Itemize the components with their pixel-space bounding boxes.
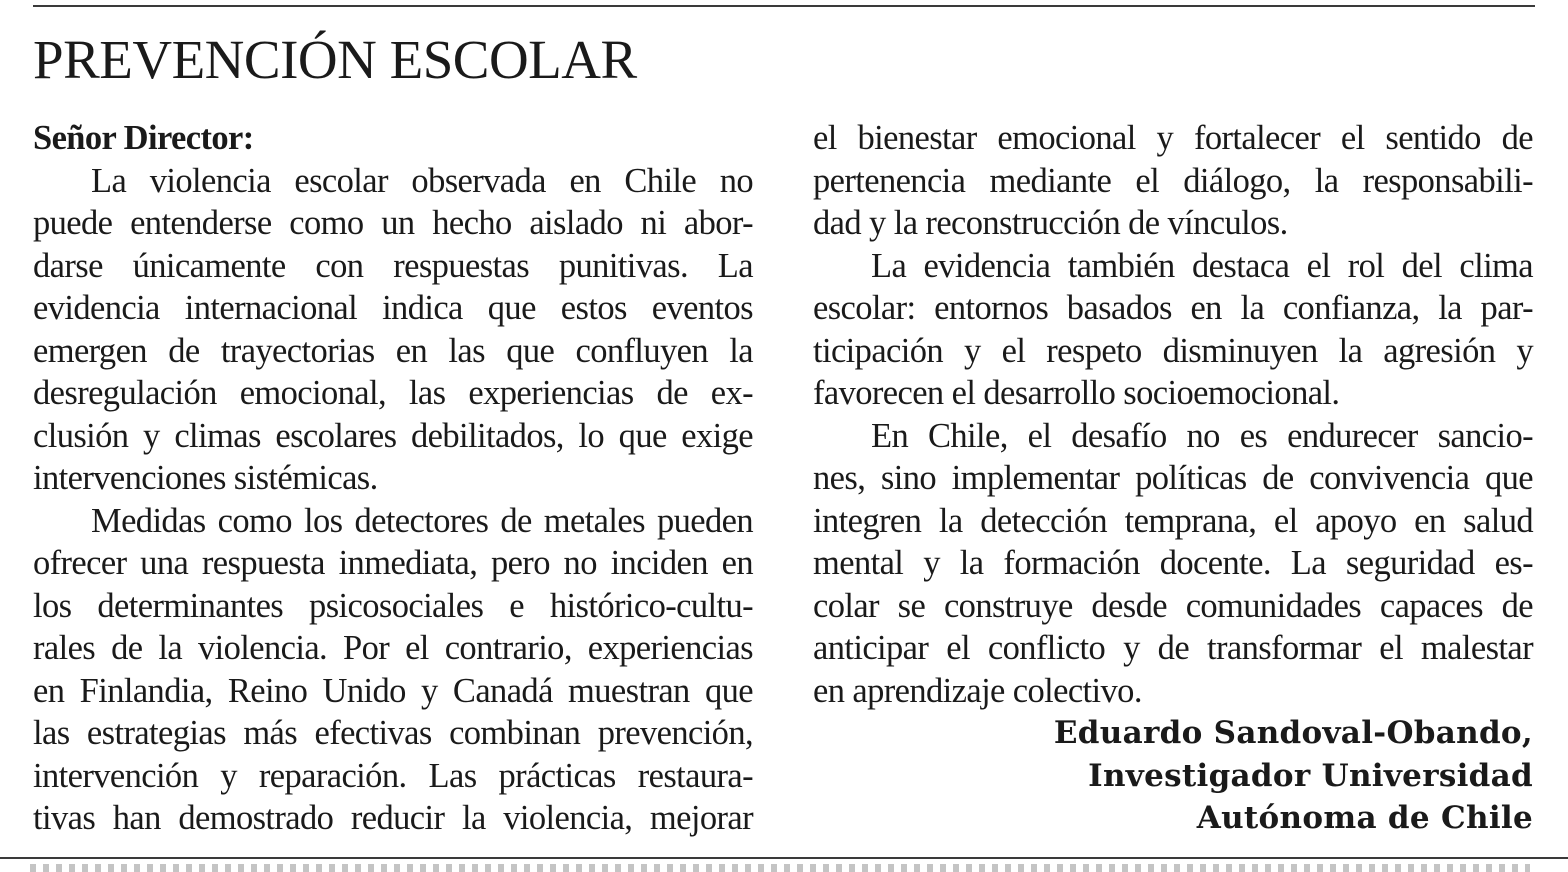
right-column-line: el bienestar emocional y fortalecer el sentido de xyxy=(813,119,1533,157)
left-column-line: intervenciones sistémicas. xyxy=(33,459,378,497)
left-column-line: ofrecer una respuesta inmediata, pero no inciden en xyxy=(33,544,753,582)
next-article-clipped-text xyxy=(30,864,1530,872)
right-column-line: mental y la formación docente. La seguridad es- xyxy=(813,544,1533,582)
left-column-line: desregulación emocional, las experiencias de ex- xyxy=(33,374,753,412)
salutation: Señor Director: xyxy=(33,119,254,157)
signature-line: Eduardo Sandoval-Obando, xyxy=(1053,715,1533,751)
right-column-line: ticipación y el respeto disminuyen la agresión y xyxy=(813,331,1533,370)
left-column-line: tivas han demostrado reducir la violencia, mejorar xyxy=(33,799,753,837)
right-column-line: nes, sino implementar políticas de convivencia que xyxy=(813,459,1533,497)
left-column-line: rales de la violencia. Por el contrario, experiencias xyxy=(33,629,753,667)
right-column-line: integren la detección temprana, el apoyo en salud xyxy=(813,501,1533,540)
right-column-line: anticipar el conflicto y de transformar el malestar xyxy=(813,629,1533,667)
left-column-line: Medidas como los detectores de metales pueden xyxy=(91,501,753,540)
top-rule xyxy=(33,5,1535,7)
right-column-line: en aprendizaje colectivo. xyxy=(813,671,1142,710)
signature-block xyxy=(813,712,1533,840)
left-column-line: evidencia internacional indica que estos eventos xyxy=(33,289,753,327)
left-column-line: las estrategias más efectivas combinan prevención, xyxy=(33,714,753,752)
left-column-line: intervención y reparación. Las prácticas restaura- xyxy=(33,756,753,795)
left-column-line: puede entenderse como un hecho aislado ni abor- xyxy=(33,204,753,242)
left-column-line: los determinantes psicosociales e histórico-cultu- xyxy=(33,586,753,625)
left-column-line: clusión y climas escolares debilitados, lo que exige xyxy=(33,416,753,455)
right-column-line: La evidencia también destaca el rol del clima xyxy=(871,246,1533,285)
left-column-line: en Finlandia, Reino Unido y Canadá muestran que xyxy=(33,671,753,710)
right-column xyxy=(813,117,1533,840)
signature-line: Autónoma de Chile xyxy=(1196,800,1533,836)
bottom-rule xyxy=(0,857,1568,859)
left-column xyxy=(33,117,753,840)
right-column-line: pertenencia mediante el diálogo, la responsabili- xyxy=(813,161,1533,200)
signature-line: Investigador Universidad xyxy=(1088,757,1533,794)
right-column-line: dad y la reconstrucción de vínculos. xyxy=(813,204,1288,242)
right-column-line: En Chile, el desafío no es endurecer sancio- xyxy=(871,416,1533,455)
left-column-line: La violencia escolar observada en Chile no xyxy=(91,161,753,200)
right-column-line: escolar: entornos basados en la confianza, la par- xyxy=(813,289,1533,327)
right-column-line: favorecen el desarrollo socioemocional. xyxy=(813,374,1340,412)
left-column-body xyxy=(33,160,753,840)
left-column-line: emergen de trayectorias en las que confluyen la xyxy=(33,331,753,370)
left-column-line: darse únicamente con respuestas punitivas. La xyxy=(33,246,753,285)
headline: PREVENCIÓN ESCOLAR xyxy=(33,29,637,90)
right-column-body xyxy=(813,117,1533,712)
right-column-line: colar se construye desde comunidades capaces de xyxy=(813,586,1533,625)
